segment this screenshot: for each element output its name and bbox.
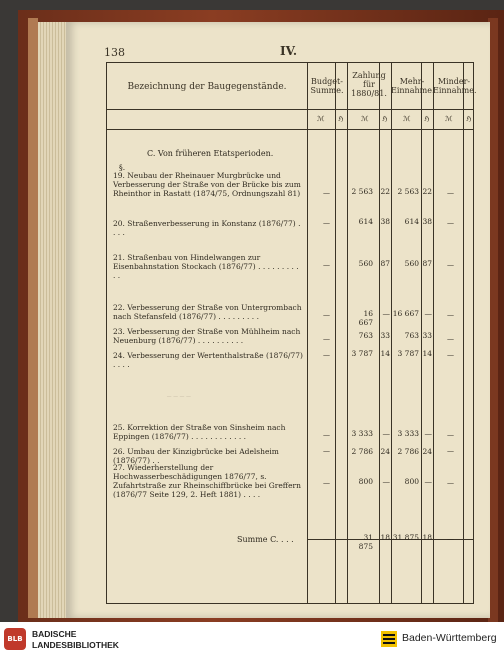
row-text-27: 27. Wiederherstellung der Hochwasserbeschädigungen 1876/77, s. Zufahrtstraße zur Rheinschiffbrücke bei Greffern (1876/77 Seite 129, 2. Heft 1881) . . . .	[113, 463, 301, 499]
more-pf: 87	[422, 259, 432, 268]
col-divider	[433, 63, 434, 603]
payment-value: 3 787	[351, 349, 373, 358]
more-value: 16 667	[392, 309, 419, 318]
payment-value: 3 333	[351, 429, 373, 438]
more-pf: —	[424, 477, 432, 486]
budget-dash: —	[323, 351, 330, 359]
unit-pf: ℌ	[466, 115, 472, 123]
less-dash: —	[447, 351, 454, 359]
row-text-22: 22. Verbesserung der Straße von Untergrombach nach Stefansfeld (1876/77) . . . . . . . . .	[113, 303, 302, 321]
sum-more-pf: 18	[422, 533, 432, 542]
more-value: 614	[404, 217, 419, 226]
row-text-19: 19. Neubau der Rheinauer Murgbrücke und Verbesserung der Straße von der Brücke bis zum Rheinthor in Rastatt (1874/75, Ordnungszahl 81)	[113, 171, 301, 198]
unit-pf: ℌ	[424, 115, 430, 123]
unit-pf: ℌ	[338, 115, 344, 123]
more-value: 3 333	[397, 429, 419, 438]
more-value: 800	[404, 477, 419, 486]
col-head-less-income: Minder- Einnahme.	[433, 77, 477, 95]
paragraph-mark: §.	[119, 163, 126, 172]
more-pf: —	[424, 429, 432, 438]
more-pf: 38	[422, 217, 432, 226]
budget-dash: —	[323, 431, 330, 439]
book-page	[66, 22, 490, 618]
header-rule	[107, 129, 473, 130]
unit-mark: ℳ	[317, 115, 325, 123]
more-value: 2 563	[397, 187, 419, 196]
unit-pf: ℌ	[382, 115, 388, 123]
payment-pf: 87	[380, 259, 390, 268]
unit-mark: ℳ	[445, 115, 453, 123]
budget-dash: —	[323, 535, 330, 543]
payment-value: 16 667	[358, 309, 373, 327]
book-spine	[28, 18, 38, 618]
less-dash: —	[447, 261, 454, 269]
sum-label: Summe C. . . .	[237, 535, 294, 544]
budget-table: Bezeichnung der Baugegenstände. Budget- Summe. Zahlung für 1880/81. Mehr- Einnahme. Minder- Einnahme. ℳ ℌ ℳ ℌ ℳ ℌ ℳ ℌ C. Von früheren Etatsperioden. §. 19. Neubau der Rheinauer Murgbrücke und Verbesserung der Straße von der Brücke bis zum Rheinthor in Rastatt (1874/75, Ordnungszahl 81) — 2 563 22 2 563 22 — 20. Straßenverbesserung in Konstanz (1876/77) . . . . — 614 38 614 38 — 21. Straßenbau von Hindelwangen zur Eisenbahnstation Stockach (1876/77) . . . . . . . . . . . — 560 87 560 87 — 22. Verbesserung der Straße von Untergrombach nach Stefansfeld (1876/77) . . . . . . . . . — 16 667 — 16 667 — — 23. Verbesserung der Straße von Mühlheim nach Neuenburg (1876/77) . . . . . . . . . . — 763 33 763 33 — 24. Verbesserung der Wertenthalstraße (1876/77) . . . . — 3 787 14 3 787 14 — ─ ─ ─ ─ 25. Korrektion der Straße von Sinsheim nach Eppingen (1876/77) . . . . . . . . . . . . — 3 333 — 3 333 — — 26. Umbau der Kinzigbrücke bei Adelsheim (1876/77) . . — 2 786 24 2 786 24 — 27. Wiederherstellung der Hochwasserbeschädigungen 1876/77, s. Zufahrtstraße zur Rheinschiffbrücke bei Greffern (1876/77 Seite 129, 2. Heft 1881) . . . . — 800 — 800 — — Summe C. . . . — 31 875 18 31 875 18 —	[106, 62, 474, 604]
viewer-footer	[0, 622, 504, 656]
less-dash: —	[447, 219, 454, 227]
payment-pf: 33	[380, 331, 390, 340]
sum-payment-pf: 18	[380, 533, 390, 542]
bw-lions-icon[interactable]	[380, 630, 398, 648]
payment-pf: 22	[380, 187, 390, 196]
less-dash: —	[447, 335, 454, 343]
page-number: 138	[104, 46, 125, 59]
less-dash: —	[447, 535, 454, 543]
chapter-numeral: IV.	[280, 44, 298, 58]
payment-value: 2 563	[351, 187, 373, 196]
sum-payment: 31 875	[358, 533, 373, 551]
budget-dash: —	[323, 479, 330, 487]
less-dash: —	[447, 189, 454, 197]
pf-divider	[335, 63, 336, 603]
budget-dash: —	[323, 311, 330, 319]
more-pf: 24	[422, 447, 432, 456]
row-text-24: 24. Verbesserung der Wertenthalstraße (1876/77) . . . .	[113, 351, 303, 369]
less-dash: —	[447, 479, 454, 487]
less-dash: —	[447, 447, 454, 455]
row-text-25: 25. Korrektion der Straße von Sinsheim nach Eppingen (1876/77) . . . . . . . . . . . .	[113, 423, 286, 441]
col-head-more-income: Mehr- Einnahme.	[391, 77, 435, 95]
payment-pf: 38	[380, 217, 390, 226]
col-head-payment: Zahlung für 1880/81.	[351, 71, 387, 98]
more-value: 763	[404, 331, 419, 340]
header-rule	[107, 109, 473, 110]
more-pf: 33	[422, 331, 432, 340]
col-divider	[307, 63, 308, 603]
budget-dash: —	[323, 261, 330, 269]
section-title: C. Von früheren Etatsperioden.	[147, 149, 274, 158]
payment-pf: —	[382, 429, 390, 438]
budget-dash: —	[323, 447, 330, 455]
payment-value: 800	[358, 477, 373, 486]
blb-logo-icon[interactable]: BLB	[4, 628, 26, 650]
col-head-budget: Budget- Summe.	[310, 77, 344, 95]
more-value: 560	[404, 259, 419, 268]
more-value: 2 786	[397, 447, 419, 456]
blb-name-line2: LANDESBIBLIOTHEK	[32, 640, 119, 650]
sum-more: 31 875	[392, 533, 419, 542]
less-dash: —	[447, 311, 454, 319]
budget-dash: —	[323, 189, 330, 197]
blb-name-line1: BADISCHE	[32, 629, 77, 639]
row-text-26: 26. Umbau der Kinzigbrücke bei Adelsheim (1876/77) . .	[113, 447, 279, 465]
col-head-description: Bezeichnung der Baugegenstände.	[127, 82, 287, 92]
payment-value: 2 786	[351, 447, 373, 456]
payment-pf: —	[382, 477, 390, 486]
payment-value: 614	[358, 217, 373, 226]
row-text-21: 21. Straßenbau von Hindelwangen zur Eisenbahnstation Stockach (1876/77) . . . . . . . . . . .	[113, 253, 299, 280]
budget-dash: —	[323, 335, 330, 343]
more-pf: 14	[422, 349, 432, 358]
row-text-20: 20. Straßenverbesserung in Konstanz (1876/77) . . . .	[113, 219, 301, 237]
row-text-23: 23. Verbesserung der Straße von Mühlheim nach Neuenburg (1876/77) . . . . . . . . . .	[113, 327, 301, 345]
bw-label: Baden-Württemberg	[402, 632, 497, 644]
payment-pf: 14	[380, 349, 390, 358]
payment-value: 560	[358, 259, 373, 268]
pf-divider	[463, 63, 464, 603]
payment-pf: —	[382, 309, 390, 318]
unit-mark: ℳ	[403, 115, 411, 123]
more-pf: 22	[422, 187, 432, 196]
payment-value: 763	[358, 331, 373, 340]
less-dash: —	[447, 431, 454, 439]
budget-dash: —	[323, 219, 330, 227]
unit-mark: ℳ	[361, 115, 369, 123]
more-pf: —	[424, 309, 432, 318]
payment-pf: 24	[380, 447, 390, 456]
more-value: 3 787	[397, 349, 419, 358]
